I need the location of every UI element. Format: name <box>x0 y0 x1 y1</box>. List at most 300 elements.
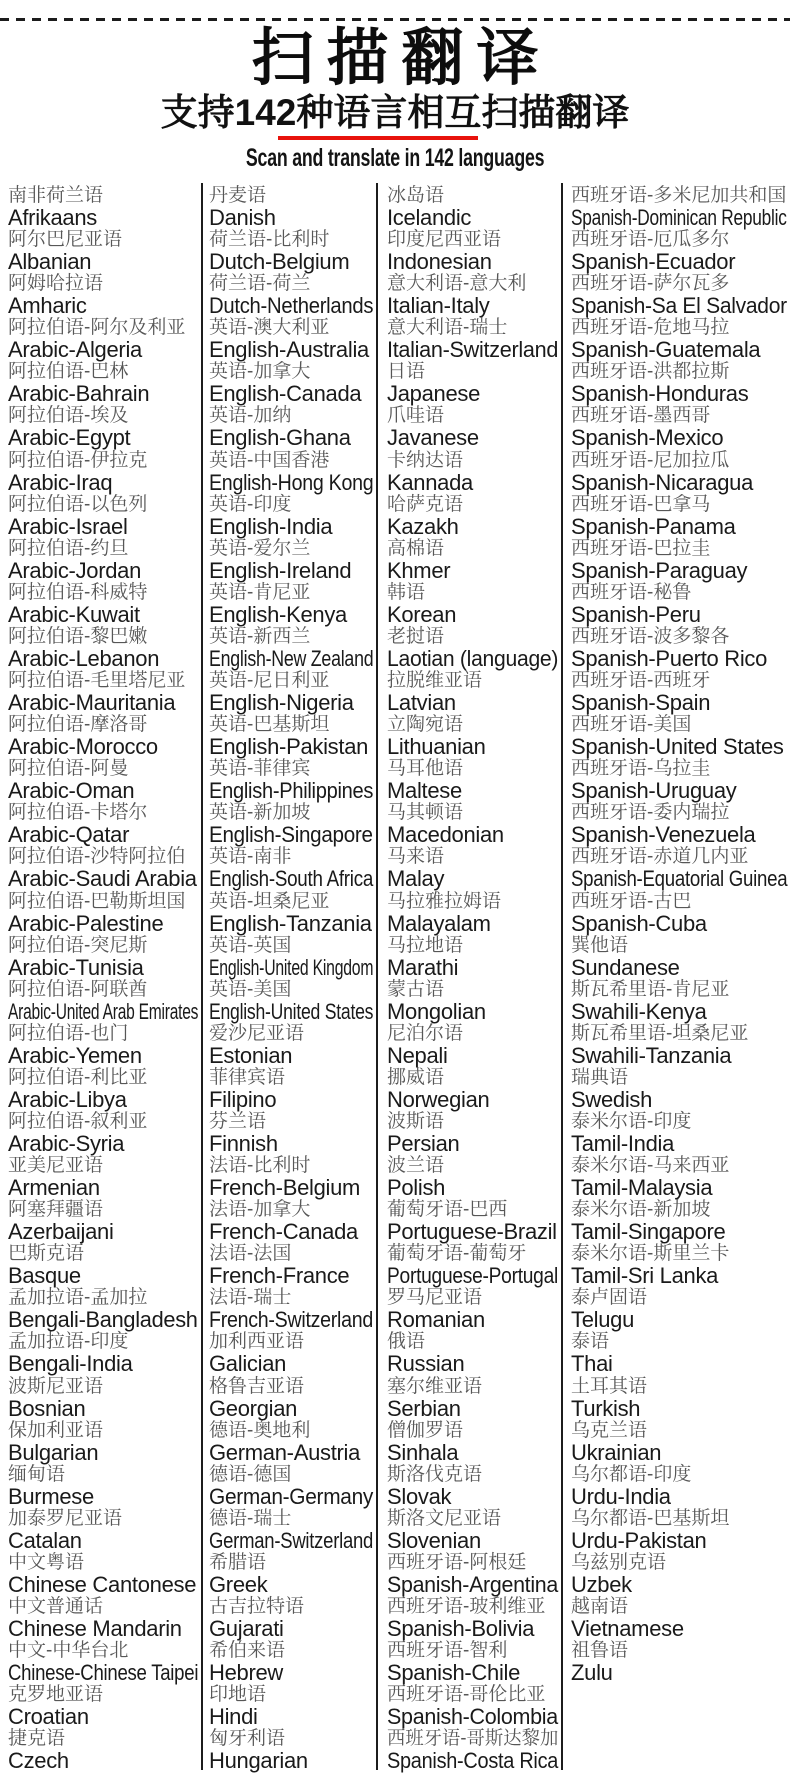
language-item <box>0 1329 201 1377</box>
language-item <box>203 1682 376 1730</box>
language-item <box>378 1241 561 1289</box>
language-name-zh: 西班牙语-巴拿马 <box>571 493 711 515</box>
language-name-zh: 爪哇语 <box>387 405 445 427</box>
language-item <box>0 756 201 804</box>
language-item <box>203 1241 376 1289</box>
language-name-en: Spanish-Spain <box>571 690 711 716</box>
language-name-zh: 阿拉伯语-卡塔尔 <box>8 802 148 824</box>
language-item <box>378 1506 561 1553</box>
language-name-zh: 孟加拉语-印度 <box>8 1331 129 1353</box>
language-item <box>563 889 790 936</box>
language-item <box>203 668 376 716</box>
language-name-en: Spanish-Dominican Republic <box>571 205 787 230</box>
language-item <box>203 1285 376 1333</box>
language-name-en: Spanish-Honduras <box>571 381 749 407</box>
language-name-zh: 中文普通话 <box>8 1596 104 1617</box>
language-item <box>0 1109 201 1156</box>
language-name-zh: 英语-美国 <box>209 978 292 1000</box>
language-name-en: Slovak <box>387 1483 452 1509</box>
language-item <box>378 1462 561 1509</box>
language-name-en: Spanish-Colombia <box>387 1704 558 1730</box>
language-item <box>0 1241 201 1289</box>
language-name-en: Tamil-India <box>571 1130 675 1156</box>
language-item <box>378 403 561 451</box>
language-item <box>378 448 561 495</box>
language-name-zh: 英语-中国香港 <box>209 449 330 471</box>
language-name-en: Arabic-Bahrain <box>8 381 150 407</box>
language-name-zh: 德语-瑞士 <box>209 1507 292 1529</box>
language-item <box>378 1374 561 1421</box>
language-name-zh: 马拉雅拉姆语 <box>387 890 502 912</box>
language-name-zh: 格鲁吉亚语 <box>209 1375 305 1397</box>
language-name-en: Greek <box>209 1571 268 1597</box>
language-name-en: Bengali-India <box>8 1351 133 1377</box>
language-name-en: English-New Zealand <box>209 645 374 671</box>
language-item <box>563 933 790 980</box>
language-item <box>563 844 790 892</box>
language-name-zh: 巽他语 <box>571 934 629 956</box>
language-item <box>563 756 790 804</box>
language-name-zh: 蒙古语 <box>387 978 445 1000</box>
language-name-en: Dutch-Netherlands <box>209 293 374 319</box>
language-name-zh: 葡萄牙语-巴西 <box>387 1199 508 1221</box>
language-name-zh: 英语-肯尼亚 <box>209 581 311 603</box>
language-name-zh: 西班牙语-乌拉圭 <box>571 758 711 780</box>
language-name-en: Arabic-Jordan <box>8 557 142 583</box>
language-name-zh: 高棉语 <box>387 537 445 559</box>
language-item <box>0 1285 201 1333</box>
language-name-en: Arabic-Oman <box>8 778 135 804</box>
language-name-en: Swahili-Tanzania <box>571 1042 732 1068</box>
top-dashed-divider <box>0 18 790 21</box>
language-name-en: Arabic-Yemen <box>8 1042 142 1068</box>
language-name-zh: 捷克语 <box>8 1728 66 1750</box>
language-name-zh: 阿拉伯语-毛里塔尼亚 <box>8 670 186 692</box>
language-name-zh: 马来语 <box>387 846 445 868</box>
language-column-1 <box>0 183 203 1774</box>
language-item <box>203 977 376 1024</box>
language-name-en: Spanish-Uruguay <box>571 778 737 804</box>
language-name-en: Norwegian <box>387 1086 490 1112</box>
language-name-zh: 匈牙利语 <box>209 1728 286 1750</box>
language-name-zh: 阿拉伯语-阿尔及利亚 <box>8 317 186 339</box>
language-name-zh: 西班牙语-墨西哥 <box>571 405 711 427</box>
language-name-zh: 波斯语 <box>387 1110 445 1132</box>
language-name-zh: 西班牙语-玻利维亚 <box>387 1596 546 1617</box>
language-name-en: Spanish-Mexico <box>571 425 724 451</box>
language-item <box>0 1638 201 1686</box>
language-name-en: Galician <box>209 1351 287 1377</box>
language-name-en: Estonian <box>209 1042 293 1068</box>
language-item <box>378 668 561 716</box>
language-name-en: Japanese <box>387 381 481 407</box>
language-item <box>563 800 790 848</box>
language-name-zh: 罗马尼亚语 <box>387 1287 483 1309</box>
language-name-en: Spanish-Bolivia <box>387 1616 535 1641</box>
language-name-zh: 法语-比利时 <box>209 1155 311 1177</box>
language-name-en: Arabic-Iraq <box>8 469 113 495</box>
language-name-en: Spanish-Puerto Rico <box>571 645 768 671</box>
language-item <box>0 1682 201 1730</box>
language-item <box>0 1418 201 1465</box>
language-item <box>378 492 561 539</box>
language-name-zh: 阿拉伯语-摩洛哥 <box>8 714 148 736</box>
language-name-zh: 丹麦语 <box>209 185 267 206</box>
language-name-en: Persian <box>387 1130 460 1156</box>
language-item <box>378 359 561 407</box>
language-item <box>203 183 376 230</box>
language-name-zh: 英语-新加坡 <box>209 802 311 824</box>
language-name-en: English-United States <box>209 998 374 1024</box>
page-title: 扫描翻译 <box>251 24 552 93</box>
language-name-zh: 西班牙语-危地马拉 <box>571 317 730 339</box>
language-name-en: Spanish-Nicaragua <box>571 469 754 495</box>
language-name-zh: 泰卢固语 <box>571 1287 648 1309</box>
language-item <box>0 1594 201 1641</box>
language-item <box>378 1418 561 1465</box>
language-item <box>563 1285 790 1333</box>
language-item <box>203 1021 376 1068</box>
language-item <box>378 889 561 936</box>
language-name-en: Polish <box>387 1175 446 1201</box>
language-name-zh: 法语-加拿大 <box>209 1199 311 1221</box>
language-name-en: Javanese <box>387 425 479 451</box>
language-name-zh: 保加利亚语 <box>8 1419 104 1441</box>
language-item <box>203 889 376 936</box>
language-name-en: Hebrew <box>209 1660 284 1686</box>
language-item <box>203 271 376 319</box>
language-item <box>0 1065 201 1112</box>
language-name-zh: 泰米尔语-斯里兰卡 <box>571 1243 730 1265</box>
language-item <box>203 1506 376 1553</box>
language-name-zh: 缅甸语 <box>8 1463 66 1485</box>
language-item <box>378 1153 561 1201</box>
language-item <box>203 1726 376 1774</box>
language-item <box>0 271 201 319</box>
language-name-en: Italian-Italy <box>387 293 490 319</box>
language-name-en: Spanish-Cuba <box>571 910 707 936</box>
language-name-zh: 西班牙语-委内瑞拉 <box>571 802 730 824</box>
language-name-en: Sinhala <box>387 1439 459 1465</box>
language-item <box>203 1594 376 1641</box>
language-name-en: English-Singapore <box>209 822 373 848</box>
language-name-en: Tamil-Singapore <box>571 1219 726 1245</box>
language-item <box>378 1109 561 1156</box>
language-name-zh: 西班牙语-西班牙 <box>571 670 711 692</box>
language-name-en: Latvian <box>387 690 456 716</box>
language-item <box>203 403 376 451</box>
language-item <box>0 977 201 1024</box>
language-item <box>563 712 790 760</box>
language-name-en: French-France <box>209 1263 350 1289</box>
language-name-zh: 加泰罗尼亚语 <box>8 1507 123 1529</box>
language-name-zh: 印地语 <box>209 1684 267 1706</box>
language-name-en: Arabic-Qatar <box>8 822 130 848</box>
subtitle-red-underline <box>278 136 478 140</box>
language-name-en: Portuguese-Portugal <box>387 1263 558 1289</box>
language-name-zh: 瑞典语 <box>571 1066 629 1088</box>
language-name-zh: 古吉拉特语 <box>209 1596 305 1617</box>
language-item <box>203 1418 376 1465</box>
language-item <box>378 1682 561 1730</box>
language-name-en: Croatian <box>8 1704 89 1730</box>
language-name-zh: 西班牙语-秘鲁 <box>571 581 692 603</box>
language-name-en: English-Australia <box>209 337 369 363</box>
language-name-en: Spanish-Equatorial Guinea <box>571 866 788 892</box>
language-item <box>378 1021 561 1068</box>
language-column-2 <box>203 183 378 1774</box>
language-name-zh: 西班牙语-波多黎各 <box>571 625 730 647</box>
language-name-zh: 克罗地亚语 <box>8 1684 104 1706</box>
language-name-zh: 拉脱维亚语 <box>387 670 483 692</box>
language-name-zh: 阿拉伯语-巴林 <box>8 361 129 383</box>
language-item <box>378 1638 561 1686</box>
language-item <box>563 359 790 407</box>
language-item <box>203 624 376 671</box>
language-name-en: Hungarian <box>209 1748 308 1774</box>
language-item <box>203 1153 376 1201</box>
language-name-en: Tamil-Sri Lanka <box>571 1263 719 1289</box>
language-item <box>378 1726 561 1774</box>
language-name-en: Arabic-Mauritania <box>8 690 176 716</box>
language-name-en: Zulu <box>571 1660 613 1686</box>
language-name-zh: 中文粤语 <box>8 1551 85 1573</box>
language-name-zh: 阿拉伯语-科威特 <box>8 581 148 603</box>
language-name-en: Chinese Mandarin <box>8 1616 182 1641</box>
language-name-zh: 印度尼西亚语 <box>387 229 502 251</box>
language-item <box>378 933 561 980</box>
language-item <box>0 1153 201 1201</box>
language-name-en: English-South Africa <box>209 866 374 892</box>
language-name-zh: 法语-法国 <box>209 1243 292 1265</box>
language-name-en: Spanish-Argentina <box>387 1571 558 1597</box>
language-name-en: English-Philippines <box>209 778 374 804</box>
language-item <box>203 756 376 804</box>
language-item <box>203 1638 376 1686</box>
language-name-en: Arabic-Lebanon <box>8 645 160 671</box>
language-name-zh: 日语 <box>387 361 426 383</box>
language-name-zh: 阿拉伯语-巴勒斯坦国 <box>8 890 186 912</box>
language-name-zh: 英语-英国 <box>209 934 292 956</box>
language-item <box>203 580 376 627</box>
language-item <box>378 1550 561 1597</box>
language-name-zh: 阿拉伯语-叙利亚 <box>8 1110 148 1132</box>
language-name-zh: 德语-奥地利 <box>209 1419 311 1441</box>
language-name-en: Georgian <box>209 1395 298 1421</box>
language-item <box>563 1462 790 1509</box>
language-item <box>378 1065 561 1112</box>
language-name-en: Icelandic <box>387 205 472 230</box>
language-name-zh: 中文-中华台北 <box>8 1640 129 1662</box>
language-name-zh: 巴斯克语 <box>8 1243 85 1265</box>
language-name-zh: 斯洛文尼亚语 <box>387 1507 502 1529</box>
language-name-zh: 波斯尼亚语 <box>8 1375 104 1397</box>
language-name-zh: 老挝语 <box>387 625 445 647</box>
language-name-zh: 葡萄牙语-葡萄牙 <box>387 1243 527 1265</box>
language-name-zh: 法语-瑞士 <box>209 1287 292 1309</box>
language-item <box>563 1418 790 1465</box>
language-item <box>563 536 790 583</box>
language-name-en: German-Switzerland <box>209 1527 374 1553</box>
language-name-en: Romanian <box>387 1307 485 1333</box>
language-name-zh: 德语-德国 <box>209 1463 292 1485</box>
language-name-en: Basque <box>8 1263 81 1289</box>
language-name-zh: 祖鲁语 <box>571 1640 629 1662</box>
language-item <box>0 1197 201 1245</box>
language-name-zh: 阿尔巴尼亚语 <box>8 229 123 251</box>
language-name-zh: 西班牙语-多米尼加共和国 <box>571 185 787 206</box>
language-name-en: Arabic-Tunisia <box>8 954 144 980</box>
language-name-en: Russian <box>387 1351 465 1377</box>
language-name-zh: 西班牙语-哥伦比亚 <box>387 1684 546 1706</box>
language-name-zh: 西班牙语-智利 <box>387 1640 508 1662</box>
language-name-en: Amharic <box>8 293 87 319</box>
language-name-zh: 英语-澳大利亚 <box>209 317 330 339</box>
language-name-en: Serbian <box>387 1395 461 1421</box>
language-item <box>563 1506 790 1553</box>
language-name-zh: 意大利语-瑞士 <box>387 317 508 339</box>
language-name-zh: 阿拉伯语-突尼斯 <box>8 934 148 956</box>
language-name-en: Afrikaans <box>8 205 98 230</box>
language-item <box>0 1374 201 1421</box>
language-item <box>0 492 201 539</box>
language-name-zh: 乌尔都语-印度 <box>571 1463 692 1485</box>
language-name-zh: 西班牙语-尼加拉瓜 <box>571 449 730 471</box>
language-item <box>0 668 201 716</box>
language-name-zh: 英语-南非 <box>209 846 292 868</box>
language-name-en: Gujarati <box>209 1616 284 1641</box>
language-name-zh: 英语-爱尔兰 <box>209 537 311 559</box>
language-item <box>0 315 201 363</box>
language-name-zh: 阿拉伯语-沙特阿拉伯 <box>8 846 186 868</box>
language-name-en: Chinese-Chinese Taipei <box>8 1660 199 1686</box>
language-item <box>0 1021 201 1068</box>
language-item <box>563 1021 790 1068</box>
language-name-zh: 卡纳达语 <box>387 449 464 471</box>
language-item <box>563 1065 790 1112</box>
language-item <box>0 1462 201 1509</box>
language-item <box>203 359 376 407</box>
language-name-zh: 阿拉伯语-约旦 <box>8 537 129 559</box>
language-item <box>0 1726 201 1774</box>
language-name-en: Kannada <box>387 469 473 495</box>
language-item <box>378 844 561 892</box>
language-name-zh: 爱沙尼亚语 <box>209 1022 305 1044</box>
language-name-en: Spanish-Chile <box>387 1660 521 1686</box>
language-name-en: Czech <box>8 1748 69 1774</box>
language-item <box>378 271 561 319</box>
language-name-zh: 冰岛语 <box>387 185 445 206</box>
language-name-zh: 阿拉伯语-伊拉克 <box>8 449 148 471</box>
language-name-zh: 孟加拉语-孟加拉 <box>8 1287 148 1309</box>
language-name-zh: 泰米尔语-马来西亚 <box>571 1155 730 1177</box>
page-subtitle-en: Scan and translate in 142 languages <box>245 144 545 172</box>
language-item <box>203 1197 376 1245</box>
language-name-en: Laotian (language) <box>387 645 559 671</box>
language-name-en: English-Ireland <box>209 557 352 583</box>
language-name-zh: 亚美尼亚语 <box>8 1155 104 1177</box>
language-name-en: Bosnian <box>8 1395 86 1421</box>
language-name-zh: 俄语 <box>387 1331 426 1353</box>
language-name-en: German-Austria <box>209 1439 361 1465</box>
language-name-en: Azerbaijani <box>8 1219 114 1245</box>
language-name-en: English-India <box>209 513 333 539</box>
language-name-en: Portuguese-Brazil <box>387 1219 557 1245</box>
language-name-zh: 西班牙语-萨尔瓦多 <box>571 273 730 295</box>
language-name-zh: 斯瓦希里语-肯尼亚 <box>571 978 730 1000</box>
language-name-zh: 挪威语 <box>387 1066 445 1088</box>
language-name-en: Mongolian <box>387 998 486 1024</box>
language-name-en: Catalan <box>8 1527 82 1553</box>
language-name-zh: 越南语 <box>571 1596 629 1617</box>
language-item <box>203 448 376 495</box>
language-name-en: Marathi <box>387 954 459 980</box>
language-name-en: Ukrainian <box>571 1439 662 1465</box>
language-name-en: French-Switzerland <box>209 1307 374 1333</box>
language-item <box>563 492 790 539</box>
language-item <box>563 448 790 495</box>
language-name-en: Spanish-Costa Rica <box>387 1748 559 1774</box>
language-list <box>0 183 790 1774</box>
language-name-en: Arabic-Kuwait <box>8 601 140 627</box>
language-name-en: Lithuanian <box>387 734 486 760</box>
language-name-zh: 西班牙语-阿根廷 <box>387 1551 527 1573</box>
language-item <box>0 536 201 583</box>
language-name-zh: 南非荷兰语 <box>8 185 104 206</box>
language-name-zh: 英语-印度 <box>209 493 292 515</box>
language-name-en: English-Kenya <box>209 601 347 627</box>
language-item <box>0 712 201 760</box>
language-item <box>0 359 201 407</box>
language-item <box>378 712 561 760</box>
language-item <box>563 977 790 1024</box>
language-item <box>203 1550 376 1597</box>
language-name-zh: 希伯来语 <box>209 1640 286 1662</box>
language-name-zh: 希腊语 <box>209 1551 267 1573</box>
language-item <box>563 1374 790 1421</box>
language-name-zh: 阿姆哈拉语 <box>8 273 104 295</box>
language-item <box>203 933 376 980</box>
language-name-en: Urdu-Pakistan <box>571 1527 707 1553</box>
language-name-en: English-Hong Kong <box>209 469 374 495</box>
language-item <box>203 1329 376 1377</box>
language-name-zh: 西班牙语-洪都拉斯 <box>571 361 730 383</box>
language-name-zh: 荷兰语-比利时 <box>209 229 330 251</box>
language-name-zh: 英语-加纳 <box>209 405 292 427</box>
language-name-zh: 西班牙语-巴拉圭 <box>571 537 711 559</box>
language-item <box>563 580 790 627</box>
language-item <box>563 403 790 451</box>
language-item <box>0 448 201 495</box>
language-name-en: Spanish-Ecuador <box>571 249 736 275</box>
language-item <box>378 756 561 804</box>
language-name-zh: 加利西亚语 <box>209 1331 305 1353</box>
language-name-en: Malayalam <box>387 910 491 936</box>
language-item <box>563 227 790 275</box>
page-subtitle-zh: 支持142种语言相互扫描翻译 <box>160 92 630 133</box>
language-name-en: Nepali <box>387 1042 448 1068</box>
language-item <box>563 624 790 671</box>
language-name-zh: 泰米尔语-印度 <box>571 1110 692 1132</box>
language-name-zh: 韩语 <box>387 581 426 603</box>
language-name-en: French-Canada <box>209 1219 358 1245</box>
language-name-en: Malay <box>387 866 445 892</box>
language-item <box>0 933 201 980</box>
language-name-en: Filipino <box>209 1086 277 1112</box>
language-name-en: Slovenian <box>387 1527 481 1553</box>
language-item <box>563 183 790 230</box>
language-name-en: English-Canada <box>209 381 362 407</box>
